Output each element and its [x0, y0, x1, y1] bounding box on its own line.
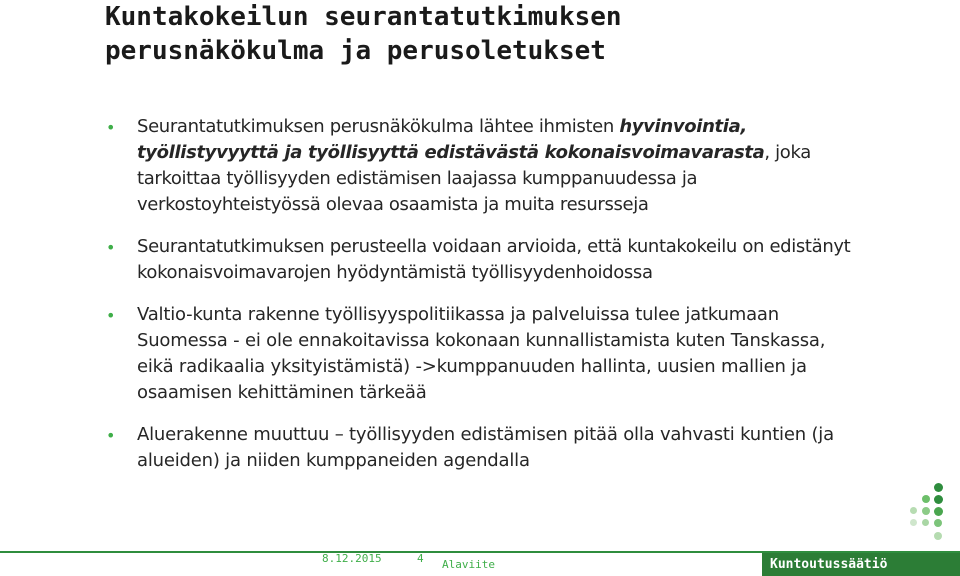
bullet-1-text-end: , joka tarkoittaa työllisyyden edistämisen laajassa kumppanuudessa ja verkostoyhteistyössä olevaa osaamista ja muita resursseja: [137, 142, 811, 215]
bullet-item-1: [106, 114, 866, 218]
footer-date: 8.12.2015: [322, 552, 382, 565]
bullet-item-4: [106, 422, 866, 474]
slide-title-line-2: perusnäkökulma ja perusoletukset: [105, 36, 606, 66]
bullet-dot-icon: •: [106, 426, 116, 445]
bullet-dot-icon: •: [106, 238, 116, 257]
bullet-1-text-start: Seurantatutkimuksen perusnäkökulma lähtee ihmisten: [137, 116, 620, 137]
bullet-dot-icon: •: [106, 118, 116, 137]
bullet-list: [106, 114, 866, 474]
footer-note: Alaviite: [442, 558, 495, 571]
slide-title: [105, 0, 865, 68]
bullet-4-text: Aluerakenne muuttuu – työllisyyden edistämisen pitää olla vahvasti kuntien (ja alueiden) ja niiden kumppaneiden agendalla: [137, 424, 834, 471]
bullet-1-emphasis: hyvinvointia, työllistyvyyttä ja työllisyyttä edistävästä kokonaisvoimavarasta: [137, 116, 765, 163]
bullet-item-3: [106, 302, 866, 406]
bullet-item-2: [106, 234, 866, 286]
bullet-dot-icon: •: [106, 306, 116, 325]
bullet-2-text: Seurantatutkimuksen perusteella voidaan arvioida, että kuntakokeilu on edistänyt kokonaisvoimavarojen hyödyntämistä työllisyydenhoidossa: [137, 236, 851, 283]
decorative-dots-icon: [900, 478, 952, 548]
slide-title-line-1: Kuntakokeilun seurantatutkimuksen: [105, 2, 622, 32]
footer-page-number: 4: [417, 552, 424, 565]
bullet-3-text: Valtio-kunta rakenne työllisyyspolitiikassa ja palveluissa tulee jatkumaan Suomessa - ei ole ennakoitavissa kokonaan kunnallistamista kuten Tanskassa, eikä radikaalia yksityistämistä) ->kumppanuuden hallinta, uusien mallien ja osaamisen kehittäminen tärkeää: [137, 304, 826, 403]
brand-label: Kuntoutussäätiö: [762, 553, 960, 576]
